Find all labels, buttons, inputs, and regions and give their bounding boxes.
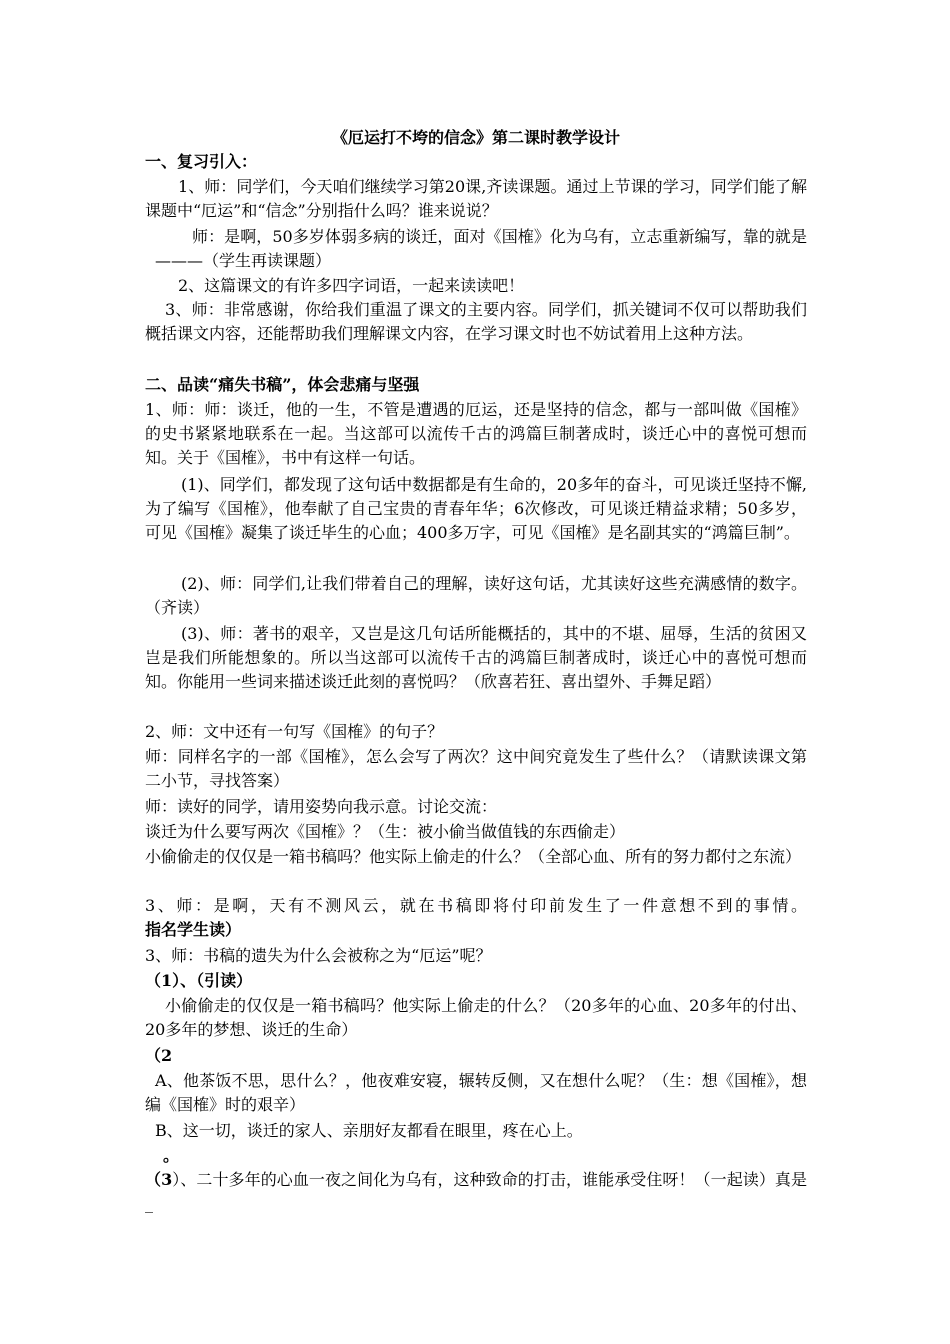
paragraph: (3)、师：著书的艰辛，又岂是这几句话所能概括的，其中的不堪、屈辱，生活的贫困又岂是我们所能想象的。所以当这部可以流传千古的鸿篇巨制著成时，谈迁心中的喜悦可想而知。你能用一些词来描述谈迁此刻的喜悦吗？（欣喜若狂、喜出望外、手舞足蹈）: [145, 624, 807, 692]
paragraph: 小偷偷走的仅仅是一箱书稿吗？他实际上偷走的什么？（全部心血、所有的努力都付之东流）: [145, 847, 802, 866]
paragraph: 谈迁为什么要写两次《国榷》？（生：被小偷当做值钱的东西偷走）: [145, 822, 626, 841]
paragraph-text: ）、二十多年的心血一夜之间化为乌有，这种致命的打击，谁能承受住呀！（一起读）真是: [172, 1170, 807, 1189]
paragraph: 师：是啊，50多岁体弱多病的谈迁，面对《国榷》化为乌有，立志重新编写，靠的就是———（学生再读课题）: [155, 227, 807, 271]
paragraph-bold-text: （3: [145, 1170, 173, 1189]
paragraph: 2、师：文中还有一句写《国榷》的句子？: [145, 722, 444, 741]
paragraph: 师：同样名字的一部《国榷》，怎么会写了两次？这中间究竟发生了些什么？（请默读课文第二小节，寻找答案）: [145, 747, 807, 791]
paragraph: 3、师：非常感谢，你给我们重温了课文的主要内容。同学们，抓关键词不仅可以帮助我们概括课文内容，还能帮助我们理解课文内容，在学习课文时也不妨试着用上这种方法。: [145, 300, 807, 344]
blank-underline: _: [145, 1194, 153, 1214]
paragraph: 师：读好的同学，请用姿势向我示意。讨论交流：: [145, 797, 498, 816]
paragraph: (1)、同学们，都发现了这句话中数据都是有生命的，20多年的奋斗，可见谈迁坚持不懈,为了编写《国榷》，他奉献了自己宝贵的青春年华；6次修改，可见谈迁精益求精；50多岁，可见《国榷》凝集了谈迁毕生的心血；400多万字，可见《国榷》是名副其实的“鸿篇巨制”。: [145, 475, 807, 543]
subheading: （2: [145, 1046, 173, 1065]
paragraph: [145, 894, 807, 942]
paragraph: B、这一切，谈迁的家人、亲朋好友都看在眼里，疼在心上。: [155, 1121, 583, 1140]
section-heading-2: 二、品读“痛失书稿”，体会悲痛与坚强: [145, 375, 420, 394]
subheading: （1）、（引读）: [145, 971, 253, 990]
paragraph: 小偷偷走的仅仅是一箱书稿吗？他实际上偷走的什么？（20多年的心血、20多年的付出、20多年的梦想、谈迁的生命）: [145, 996, 807, 1040]
paragraph: (2)、师：同学们,让我们带着自己的理解，读好这句话，尤其读好这些充满感情的数字。（齐读）: [145, 574, 807, 618]
paragraph: [145, 1168, 807, 1216]
paragraph: 1、师：师：谈迁，他的一生，不管是遭遇的厄运，还是坚持的信念，都与一部叫做《国榷》的史书紧紧地联系在一起。当这部可以流传千古的鸿篇巨制著成时，谈迁心中的喜悦可想而知。关于《国榷》，书中有这样一句话。: [145, 400, 807, 468]
document-title: 《厄运打不垮的信念》第二课时教学设计: [331, 128, 620, 147]
section-heading-1: 一、复习引入：: [145, 152, 258, 171]
paragraph: A、他茶饭不思，思什么？，他夜难安寝，辗转反侧，又在想什么呢？（生：想《国榷》，想编《国榷》时的艰辛）: [145, 1071, 807, 1115]
paragraph-bold-text: 指名学生读）: [145, 920, 242, 940]
paragraph: 3、师：书稿的遗失为什么会被称之为“厄运”呢？: [145, 946, 492, 965]
stray-mark: 。: [163, 1146, 180, 1165]
paragraph: 1、师：同学们，今天咱们继续学习第20课,齐读课题。通过上节课的学习，同学们能了解课题中“厄运”和“信念”分别指什么吗？谁来说说？: [145, 177, 807, 221]
paragraph: 2、这篇课文的有许多四字词语，一起来读读吧！: [178, 276, 525, 295]
paragraph-text: 3、师：是啊，天有不测风云，就在书稿即将付印前发生了一件意想不到的事情。: [145, 896, 807, 915]
